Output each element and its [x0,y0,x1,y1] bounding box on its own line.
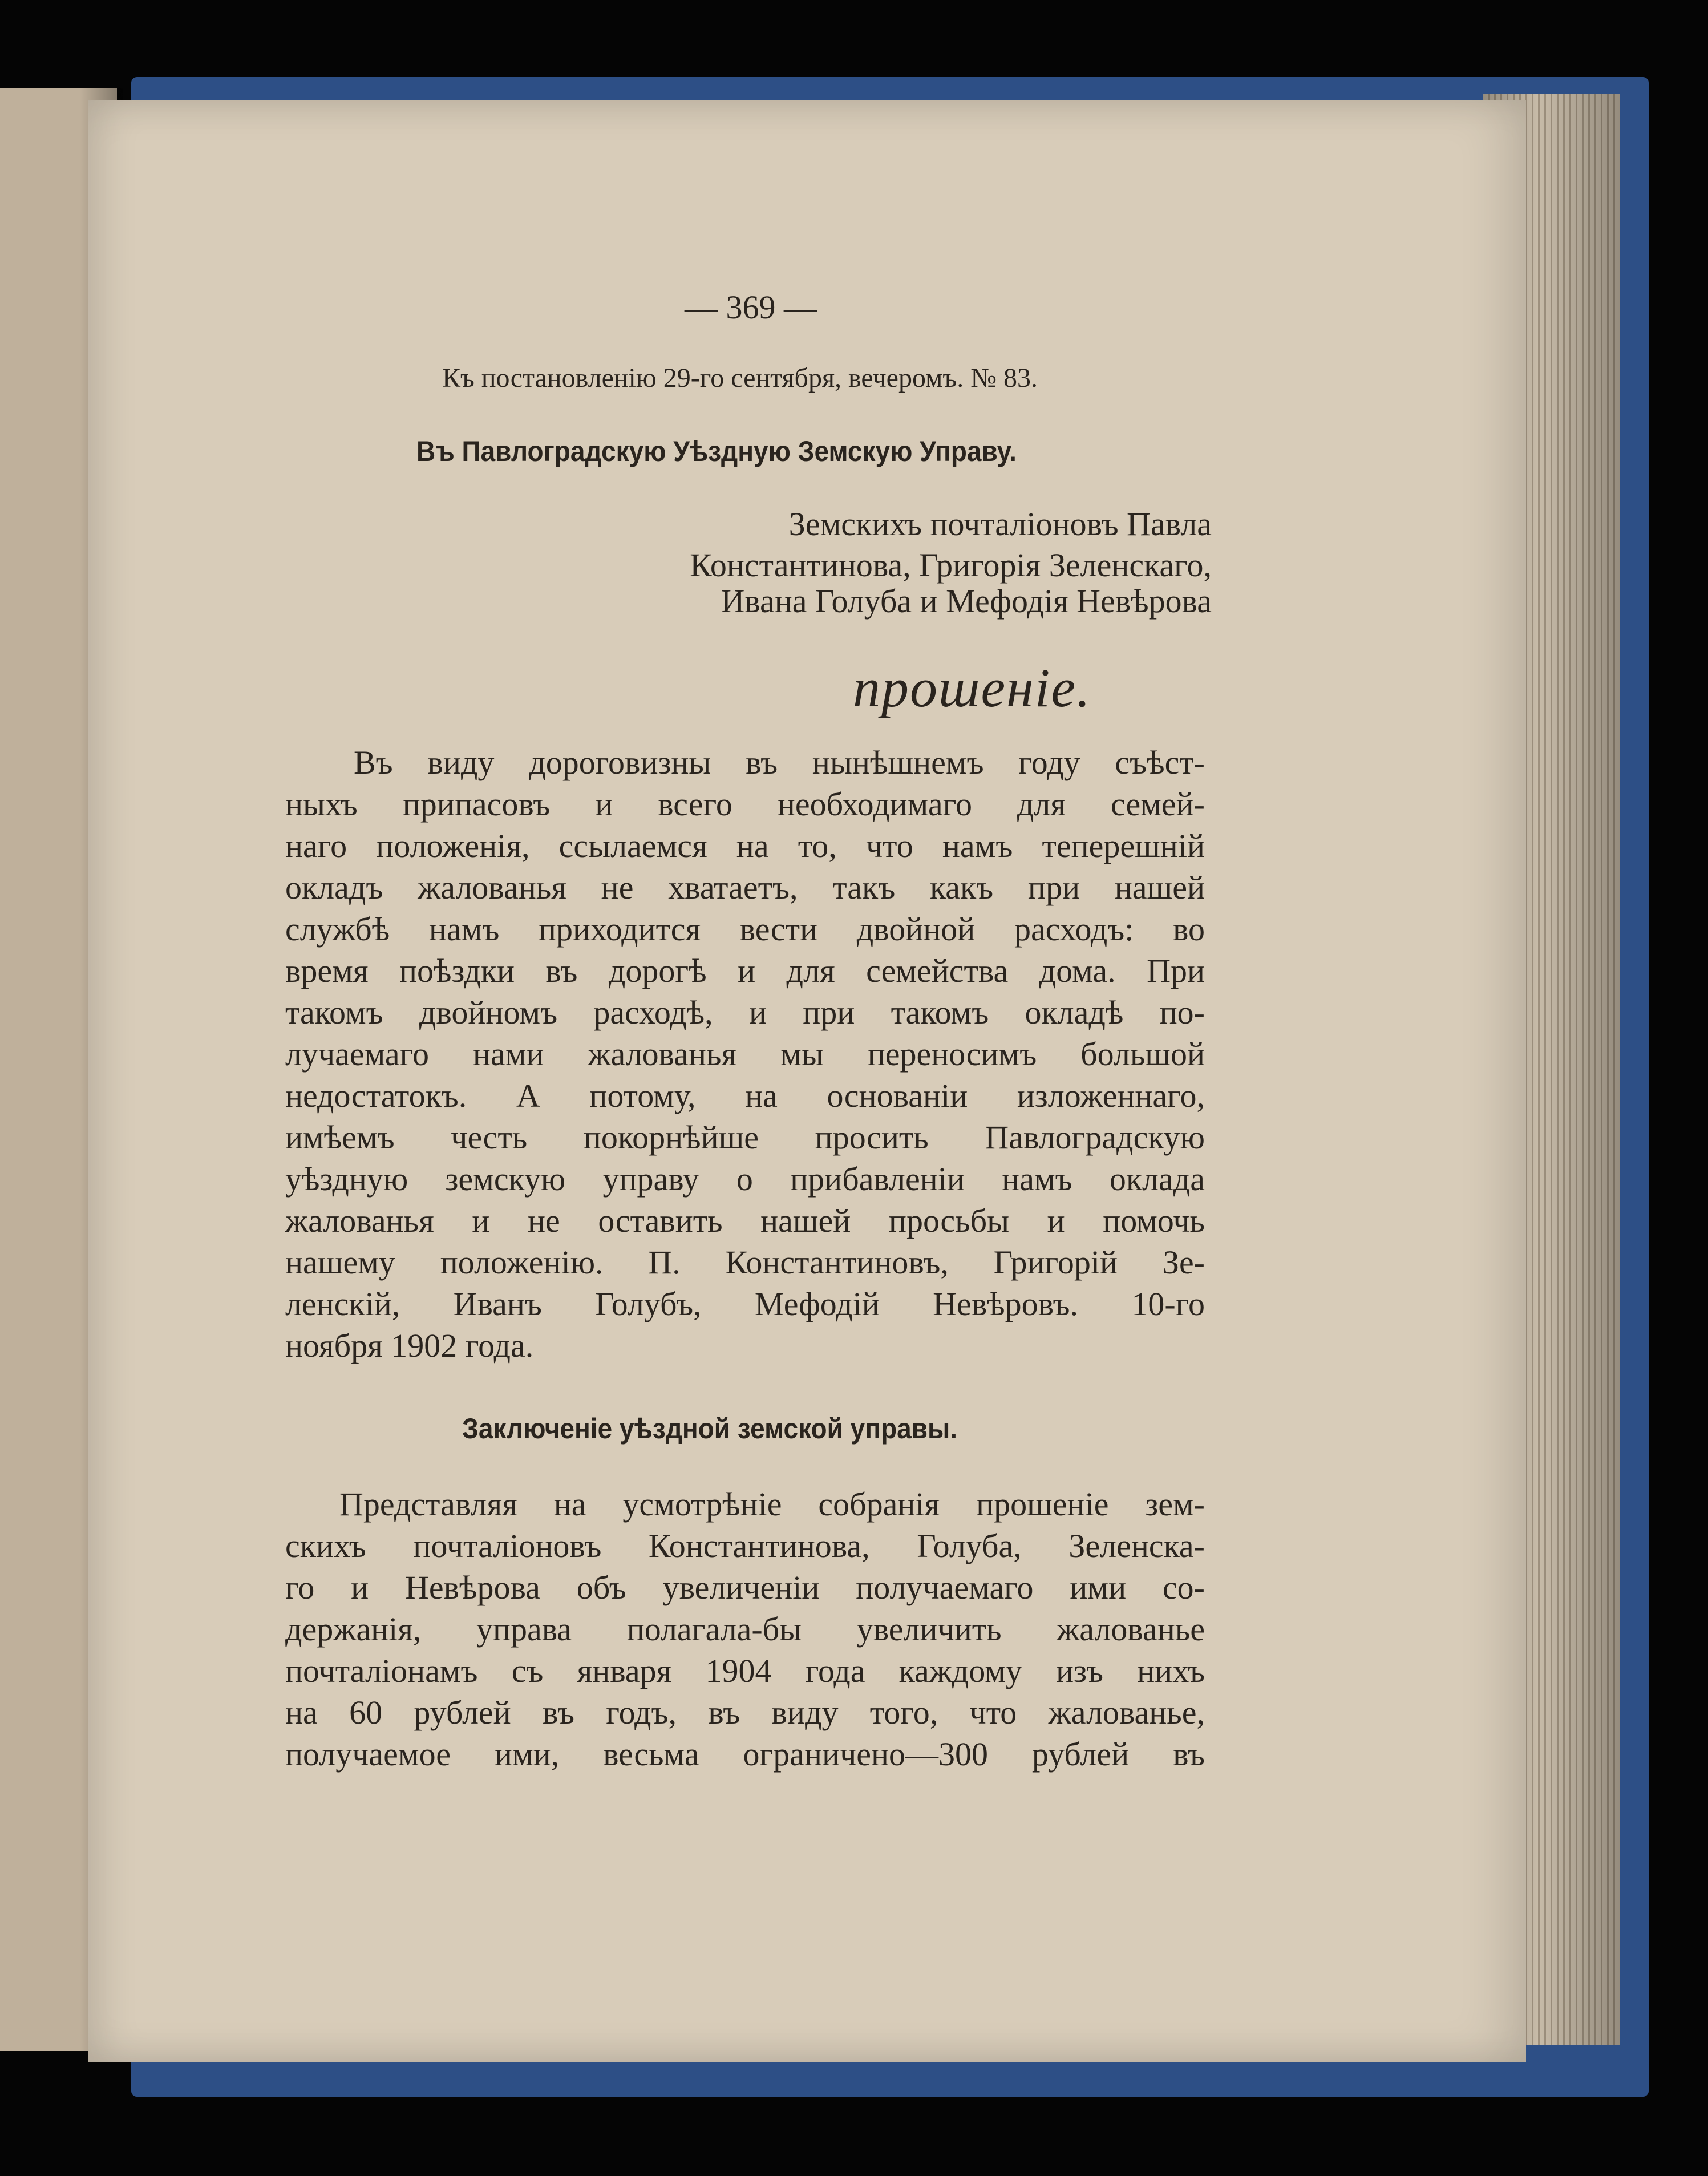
conclusion-heading: Заключеніе уѣздной земской управы. [462,1413,958,1445]
document-title: прошеніе. [853,657,1091,718]
text-line: го и Невѣрова объ увеличеніи получаемаго ими со- [285,1569,1205,1606]
text-line: такомъ двойномъ расходѣ, и при такомъ окладѣ по- [285,994,1205,1031]
text-line: ноября 1902 года. [285,1327,534,1364]
text-line: время поѣздки въ дорогѣ и для семейства дома. При [285,952,1205,989]
text-line: Въ виду дороговизны въ нынѣшнемъ году съѣст- [354,744,1205,781]
text-line: скихъ почталіоновъ Константинова, Голуба, Зеленска- [285,1527,1205,1564]
text-line: на 60 рублей въ годъ, въ виду того, что жалованье, [285,1694,1205,1731]
text-line: почталіонамъ съ января 1904 года каждому изъ нихъ [285,1652,1205,1689]
text-line: ленскій, Иванъ Голубъ, Мефодій Невѣровъ. 10-го [285,1285,1205,1322]
text-line: Представляя на усмотрѣніе собранія прошеніе зем- [339,1486,1205,1523]
text-line: жалованья и не оставить нашей просьбы и помочь [285,1202,1205,1239]
text-line: лучаемаго нами жалованья мы переносимъ большой [285,1036,1205,1073]
addressee-heading: Въ Павлоградскую Уѣздную Земскую Управу. [416,435,1017,467]
text-line: уѣздную земскую управу о прибавленіи намъ оклада [285,1160,1205,1198]
page-number: — 369 — [685,289,817,326]
conclusion-text [285,1483,1205,1775]
addressee-line: Константинова, Григорія Зеленскаго, [690,547,1212,584]
text-line: имѣемъ честь покорнѣйше просить Павлоградскую [285,1119,1205,1156]
text-line: недостатокъ. А потому, на основаніи изложеннаго, [285,1077,1205,1114]
text-line: окладъ жалованья не хватаетъ, такъ какъ при нашей [285,869,1205,906]
addressee-line: Ивана Голуба и Мефодія Невѣрова [721,583,1212,620]
text-line: нашему положенію. П. Константиновъ, Григорій Зе- [285,1244,1205,1281]
petition-text [285,742,1205,1366]
text-line: получаемое ими, весьма ограничено—300 рублей въ [285,1736,1205,1773]
text-line: службѣ намъ приходится вести двойной расходъ: во [285,911,1205,948]
addressee-line: Земскихъ почталіоновъ Павла [788,505,1212,543]
text-line: наго положенія, ссылаемся на то, что намъ теперешній [285,827,1205,864]
text-line: ныхъ припасовъ и всего необходимаго для семей- [285,786,1205,823]
reference-line: Къ постановленію 29-го сентября, вечеромъ. № 83. [442,363,1038,393]
text-line: держанія, управа полагала-бы увеличить жалованье [285,1611,1205,1648]
